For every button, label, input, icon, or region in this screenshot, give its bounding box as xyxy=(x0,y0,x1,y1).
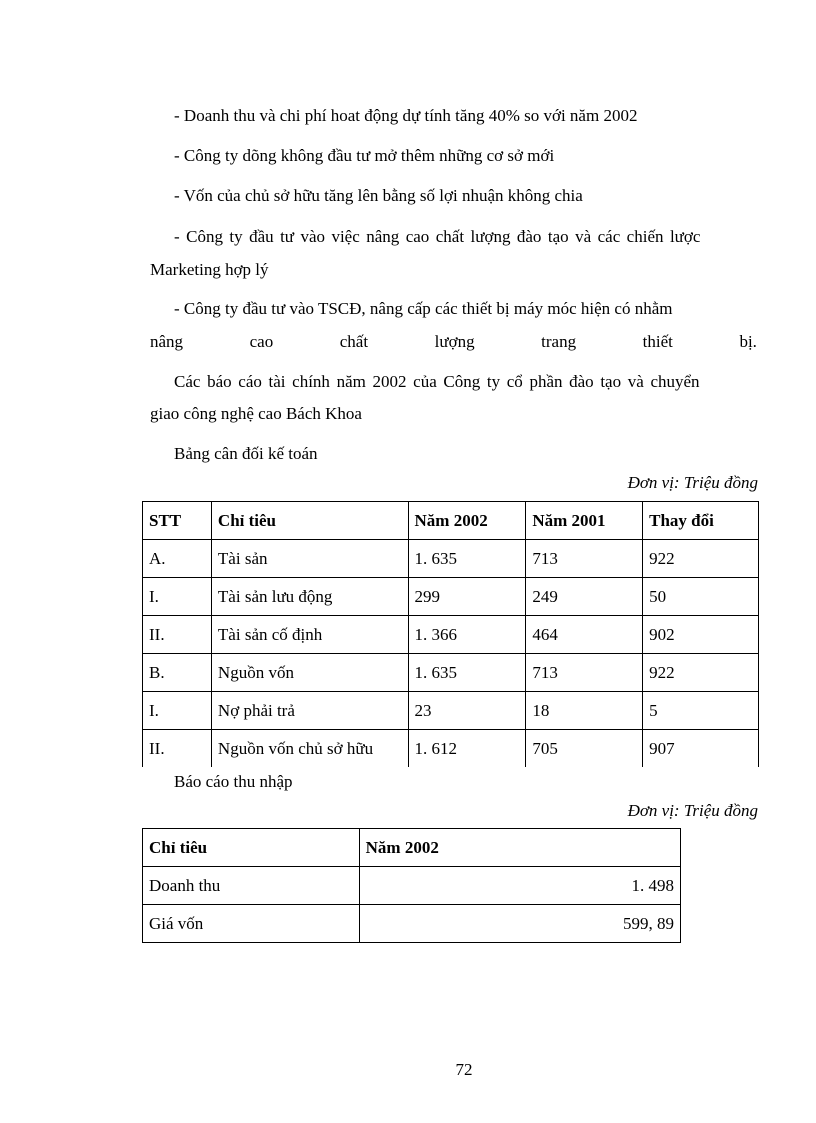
table-cell: 464 xyxy=(526,616,643,654)
table-cell: 705 xyxy=(526,730,643,768)
table-cell: Nợ phải trả xyxy=(211,692,408,730)
table-cell: 713 xyxy=(526,540,643,578)
table-cell: Tài sản cố định xyxy=(211,616,408,654)
table-cell: 713 xyxy=(526,654,643,692)
word: chất xyxy=(339,332,369,351)
bullet-no-new-facilities: - Công ty dõng không đầu tư mở thêm những cơ sở mới xyxy=(174,146,555,165)
table-row xyxy=(143,616,759,654)
table-cell: I. xyxy=(143,578,212,616)
para-reports-line1: Các báo cáo tài chính năm 2002 của Công ty cổ phần đào tạo và chuyển xyxy=(174,372,700,391)
word: nâng xyxy=(150,332,184,351)
table-cell: 922 xyxy=(643,654,759,692)
table-cell: Tài sản xyxy=(211,540,408,578)
table-cell: II. xyxy=(143,616,212,654)
header-cell: STT xyxy=(143,502,212,540)
table-cell: 249 xyxy=(526,578,643,616)
table-row xyxy=(143,867,681,905)
header-cell: Chỉ tiêu xyxy=(211,502,408,540)
balance-sheet-title: Bảng cân đối kế toán xyxy=(174,444,318,463)
table-cell: I. xyxy=(143,692,212,730)
table-cell: Doanh thu xyxy=(143,867,360,905)
table-row xyxy=(143,692,759,730)
table-row xyxy=(143,540,759,578)
word: trang xyxy=(541,332,577,351)
table-cell: 23 xyxy=(408,692,526,730)
header-cell: Thay đổi xyxy=(643,502,759,540)
table-cell: 1. 366 xyxy=(408,616,526,654)
table-row xyxy=(143,905,681,943)
table-cell: 50 xyxy=(643,578,759,616)
table-cell: 1. 635 xyxy=(408,654,526,692)
table-cell: 18 xyxy=(526,692,643,730)
para-tscd-line1: - Công ty đầu tư vào TSCĐ, nâng cấp các thiết bị máy móc hiện có nhằm xyxy=(174,299,673,318)
table-cell: A. xyxy=(143,540,212,578)
income-statement-title: Báo cáo thu nhập xyxy=(174,772,293,791)
table-header-row xyxy=(143,829,681,867)
income-statement-table xyxy=(142,828,681,943)
page-number: 72 xyxy=(455,1060,473,1079)
table-cell: Nguồn vốn xyxy=(211,654,408,692)
table-cell: 5 xyxy=(643,692,759,730)
balance-sheet-unit: Đơn vị: Triệu đồng xyxy=(627,473,758,492)
table-cell: 1. 612 xyxy=(408,730,526,768)
table-header-row xyxy=(143,502,759,540)
para-tscd-line2 xyxy=(150,332,757,352)
header-cell: Năm 2002 xyxy=(408,502,526,540)
table-cell: Tài sản lưu động xyxy=(211,578,408,616)
table-cell: 599, 89 xyxy=(359,905,680,943)
word: lượng xyxy=(434,332,475,351)
para-marketing-line2: Marketing hợp lý xyxy=(150,260,269,279)
table-cell: 1. 498 xyxy=(359,867,680,905)
word: cao xyxy=(249,332,274,351)
table-cell: 299 xyxy=(408,578,526,616)
table-cell: II. xyxy=(143,730,212,768)
table-row xyxy=(143,654,759,692)
header-cell: Chỉ tiêu xyxy=(143,829,360,867)
word: bị. xyxy=(739,332,757,351)
para-reports-line2: giao công nghệ cao Bách Khoa xyxy=(150,404,362,423)
table-cell: Giá vốn xyxy=(143,905,360,943)
table-row xyxy=(143,730,759,768)
income-statement-unit: Đơn vị: Triệu đồng xyxy=(627,801,758,820)
table-cell: B. xyxy=(143,654,212,692)
word: thiết xyxy=(642,332,673,351)
table-cell: 902 xyxy=(643,616,759,654)
bullet-owner-equity: - Vốn của chủ sở hữu tăng lên bằng số lợi nhuận không chia xyxy=(174,186,583,205)
table-cell: 922 xyxy=(643,540,759,578)
table-cell: 907 xyxy=(643,730,759,768)
para-marketing-line1: - Công ty đầu tư vào việc nâng cao chất lượng đào tạo và các chiến lược xyxy=(174,227,701,246)
header-cell: Năm 2002 xyxy=(359,829,680,867)
table-cell: Nguồn vốn chủ sở hữu xyxy=(211,730,408,768)
balance-sheet-table xyxy=(142,501,759,767)
table-cell: 1. 635 xyxy=(408,540,526,578)
header-cell: Năm 2001 xyxy=(526,502,643,540)
bullet-revenue: - Doanh thu và chi phí hoat động dự tính tăng 40% so với năm 2002 xyxy=(174,106,638,125)
table-row xyxy=(143,578,759,616)
